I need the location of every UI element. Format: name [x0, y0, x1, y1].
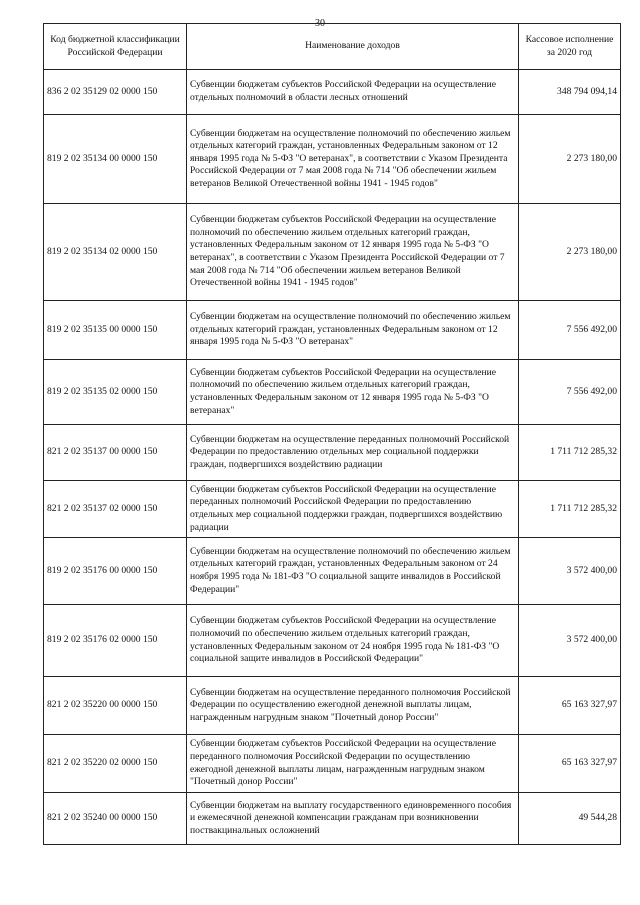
table-row [44, 538, 621, 605]
revenue-amount: 3 572 400,00 [519, 538, 621, 605]
revenue-amount: 7 556 492,00 [519, 301, 621, 360]
revenue-name: Субвенции бюджетам субъектов Российской Федерации на осуществление полномочий по обеспечению жильем отдельных категорий граждан, установленных Федеральным законом от 12 января 1995 года № 5-ФЗ "О ветеранах", в соответствии с Указом Президента Российской Федерации от 7 мая 2008 года № 714 "Об обеспечении жильем ветеранов Великой Отечественной войны 1941 - 1945 годов" [187, 204, 519, 301]
revenue-name: Субвенции бюджетам субъектов Российской Федерации на осуществление полномочий по обеспечению жильем отдельных категорий граждан, установленных Федеральным законом от 12 января 1995 года № 5-ФЗ "О ветеранах" [187, 360, 519, 425]
budget-code: 821 2 02 35220 00 0000 150 [44, 677, 187, 735]
budget-code: 819 2 02 35176 02 0000 150 [44, 605, 187, 677]
table-row [44, 481, 621, 538]
header-name: Наименование доходов [187, 24, 519, 70]
table-row [44, 204, 621, 301]
header-amount: Кассовое исполнение за 2020 год [519, 24, 621, 70]
table-row [44, 70, 621, 115]
table-row [44, 301, 621, 360]
table-row [44, 360, 621, 425]
revenue-amount: 1 711 712 285,32 [519, 481, 621, 538]
revenue-name: Субвенции бюджетам субъектов Российской Федерации на осуществление переданного полномочия Российской Федерации по осуществлению ежегодной денежной выплаты лицам, награжденным нагрудным знаком "Почетный донор России" [187, 735, 519, 793]
revenue-amount: 65 163 327,97 [519, 735, 621, 793]
revenue-amount: 1 711 712 285,32 [519, 425, 621, 481]
revenue-name: Субвенции бюджетам на осуществление полномочий по обеспечению жильем отдельных категорий граждан, установленных Федеральным законом от 24 ноября 1995 года № 181-ФЗ "О социальной защите инвалидов в Российской Федерации" [187, 538, 519, 605]
header-code: Код бюджетной классификации Российской Федерации [44, 24, 187, 70]
revenue-amount: 348 794 094,14 [519, 70, 621, 115]
budget-code: 819 2 02 35135 00 0000 150 [44, 301, 187, 360]
revenue-table [43, 23, 621, 845]
budget-code: 819 2 02 35134 02 0000 150 [44, 204, 187, 301]
revenue-name: Субвенции бюджетам на выплату государственного единовременного пособия и ежемесячной денежной компенсации гражданам при возникновении поствакцинальных осложнений [187, 793, 519, 845]
table-row [44, 793, 621, 845]
revenue-amount: 3 572 400,00 [519, 605, 621, 677]
page-number: 30 [315, 18, 325, 29]
table-header-row [44, 24, 621, 70]
table-row [44, 735, 621, 793]
revenue-name: Субвенции бюджетам субъектов Российской Федерации на осуществление отдельных полномочий в области лесных отношений [187, 70, 519, 115]
revenue-name: Субвенции бюджетам на осуществление переданных полномочий Российской Федерации по предоставлению отдельных мер социальной поддержки граждан, подвергшихся воздействию радиации [187, 425, 519, 481]
revenue-name: Субвенции бюджетам субъектов Российской Федерации на осуществление переданных полномочий Российской Федерации по предоставлению отдельных мер социальной поддержки граждан, подвергшихся воздействию радиации [187, 481, 519, 538]
revenue-name: Субвенции бюджетам на осуществление полномочий по обеспечению жильем отдельных категорий граждан, установленных Федеральным законом от 12 января 1995 года № 5-ФЗ "О ветеранах", в соответствии с Указом Президента Российской Федерации от 7 мая 2008 года № 714 "Об обеспечении жильем ветеранов Великой Отечественной войны 1941 - 1945 годов" [187, 115, 519, 204]
budget-code: 836 2 02 35129 02 0000 150 [44, 70, 187, 115]
table-row [44, 115, 621, 204]
budget-code: 821 2 02 35220 02 0000 150 [44, 735, 187, 793]
revenue-amount: 49 544,28 [519, 793, 621, 845]
revenue-amount: 2 273 180,00 [519, 204, 621, 301]
budget-code: 819 2 02 35134 00 0000 150 [44, 115, 187, 204]
revenue-amount: 7 556 492,00 [519, 360, 621, 425]
revenue-name: Субвенции бюджетам субъектов Российской Федерации на осуществление полномочий по обеспечению жильем отдельных категорий граждан, установленных Федеральным законом от 24 ноября 1995 года № 181-ФЗ "О социальной защите инвалидов в Российской Федерации" [187, 605, 519, 677]
table-row [44, 605, 621, 677]
revenue-name: Субвенции бюджетам на осуществление полномочий по обеспечению жильем отдельных категорий граждан, установленных Федеральным законом от 12 января 1995 года № 5-ФЗ "О ветеранах" [187, 301, 519, 360]
budget-code: 819 2 02 35176 00 0000 150 [44, 538, 187, 605]
revenue-name: Субвенции бюджетам на осуществление переданного полномочия Российской Федерации по осуществлению ежегодной денежной выплаты лицам, награжденным нагрудным знаком "Почетный донор России" [187, 677, 519, 735]
budget-code: 821 2 02 35137 00 0000 150 [44, 425, 187, 481]
budget-code: 821 2 02 35240 00 0000 150 [44, 793, 187, 845]
budget-code: 819 2 02 35135 02 0000 150 [44, 360, 187, 425]
revenue-amount: 65 163 327,97 [519, 677, 621, 735]
budget-code: 821 2 02 35137 02 0000 150 [44, 481, 187, 538]
table-row [44, 425, 621, 481]
revenue-amount: 2 273 180,00 [519, 115, 621, 204]
table-row [44, 677, 621, 735]
